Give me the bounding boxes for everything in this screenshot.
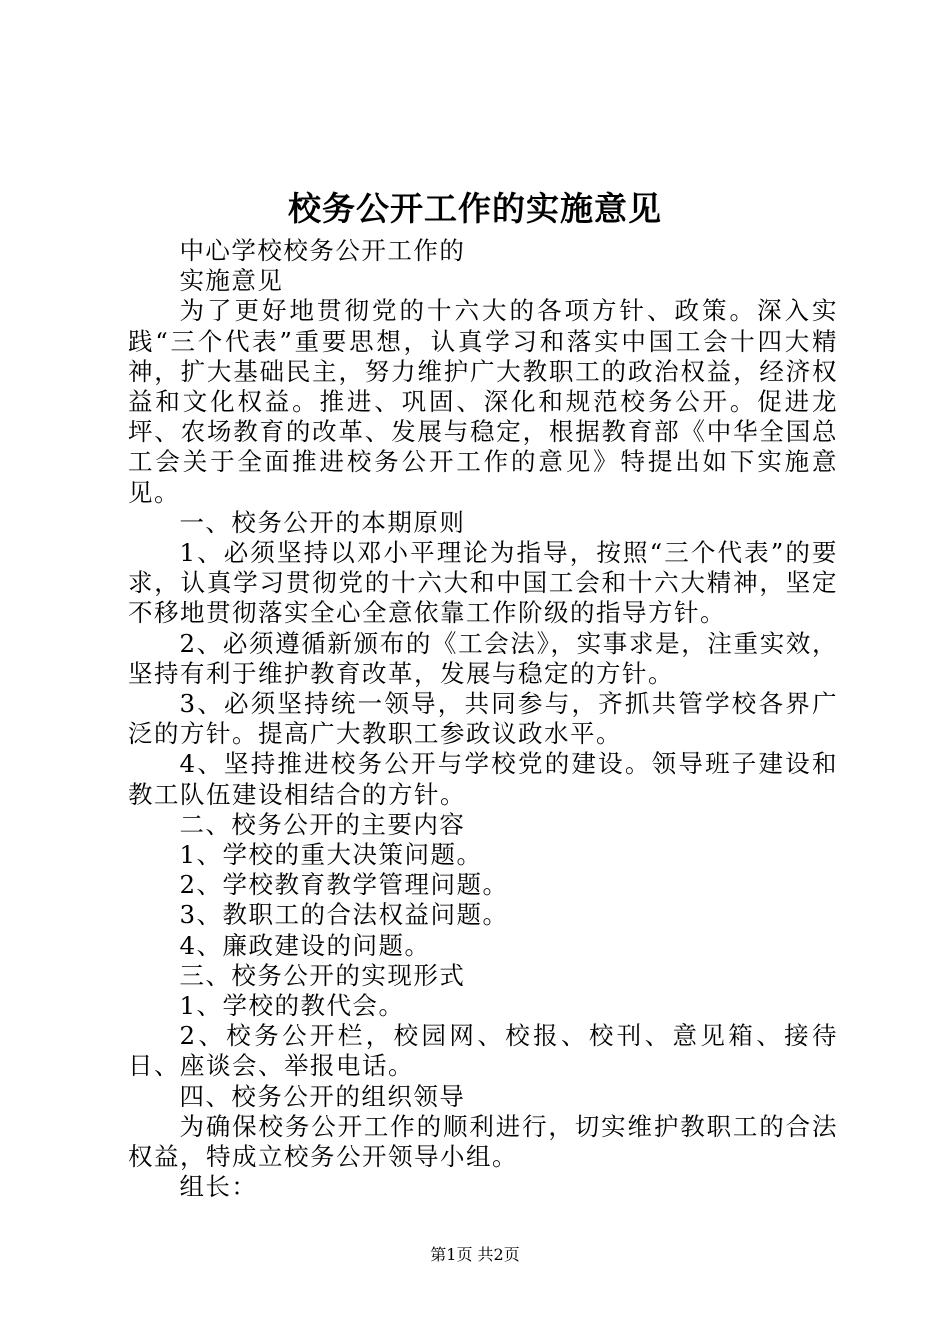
section-heading-content: 二、校务公开的主要内容 [179,809,466,839]
form-item-1: 1、学校的教代会。 [179,991,405,1021]
content-item-4: 4、廉政建设的问题。 [179,930,431,960]
content-item-2: 2、学校教育教学管理问题。 [179,870,509,900]
form-item-2: 2、校务公开栏，校园网、校报、校刊、意见箱、接待日、座谈会、举报电话。 [128,1021,838,1081]
leadership-paragraph: 为确保校务公开工作的顺利进行，切实维护教职工的合法权益，特成立校务公开领导小组。 [128,1111,838,1172]
paragraph-heading-line-2: 实施意见 [179,266,284,296]
section-heading-principles: 一、校务公开的本期原则 [179,507,466,537]
section-heading-forms: 三、校务公开的实现形式 [179,960,466,990]
section-heading-leadership: 四、校务公开的组织领导 [179,1081,466,1111]
content-item-1: 1、学校的重大决策问题。 [179,840,483,870]
paragraph-heading-line-1: 中心学校校务公开工作的 [179,236,466,265]
group-leader-label: 组长： [179,1172,258,1202]
document-body [128,236,838,1203]
principle-item-1: 1、必须坚持以邓小平理论为指导，按照“三个代表”的要求，认真学习贯彻党的十六大和中国工会和十六大精神，坚定不移地贯彻落实全心全意依靠工作阶级的指导方针。 [128,538,838,628]
content-item-3: 3、教职工的合法权益问题。 [179,900,509,930]
principle-item-4: 4、坚持推进校务公开与学校党的建设。领导班子建设和教工队伍建设相结合的方针。 [128,749,838,809]
page-indicator: 第1页 共2页 [430,1245,520,1264]
principle-item-3: 3、必须坚持统一领导，共同参与，齐抓共管学校各界广泛的方针。提高广大教职工参政议政水平。 [128,689,838,749]
paragraph-intro: 为了更好地贯彻党的十六大的各项方针、政策。深入实践“三个代表”重要思想，认真学习和落实中国工会十四大精神，扩大基础民主，努力维护广大教职工的政治权益，经济权益和文化权益。推进、巩固、深化和规范校务公开。促进龙坪、农场教育的改革、发展与稳定，根据教育部《中华全国总工会关于全面推进校务公开工作的意见》特提出如下实施意见。 [128,296,838,507]
document-title: 校务公开工作的实施意见 [288,189,662,228]
principle-item-2: 2、必须遵循新颁布的《工会法》，实事求是，注重实效，坚持有利于维护教育改革，发展与稳定的方针。 [128,628,838,688]
